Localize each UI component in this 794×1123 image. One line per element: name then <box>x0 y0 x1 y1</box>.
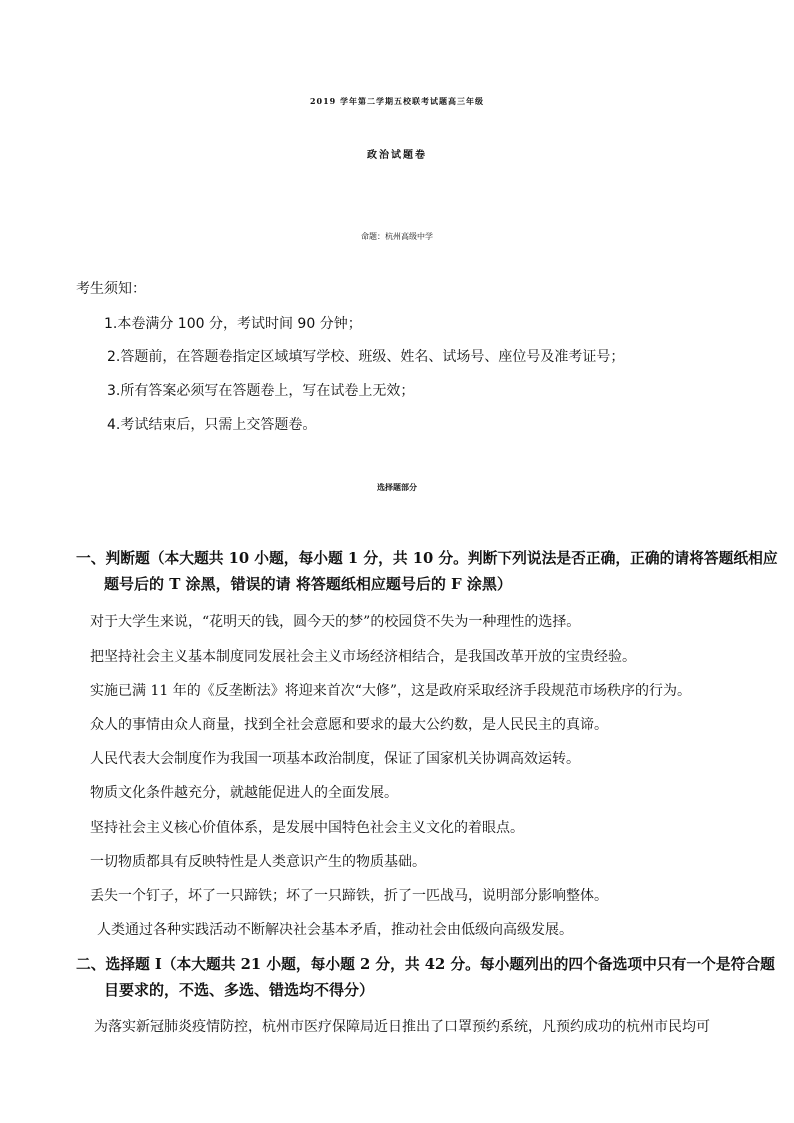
judgement-item-4: 众人的事情由众人商量，找到全社会意愿和要求的最大公约数，是人民民主的真谛。 <box>90 717 608 733</box>
section-title: 选择题部分 <box>377 482 417 492</box>
judgement-item-1: 对于大学生来说，“花明天的钱，圆今天的梦”的校园贷不失为一种理性的选择。 <box>90 614 581 630</box>
part2-heading-line2: 目要求的，不选、多选、错选均不得分） <box>104 981 375 999</box>
judgement-item-6: 物质文化条件越充分，就越能促进人的全面发展。 <box>90 785 398 801</box>
choice-question-1-text: 为落实新冠肺炎疫情防控，杭州市医疗保障局近日推出了口罩预约系统，凡预约成功的杭州市民均可 <box>94 1019 710 1035</box>
notice-heading: 考生须知： <box>76 281 146 297</box>
author-line: 命题：杭州高级中学 <box>361 232 433 241</box>
notice-item-2: 2.答题前，在答题卷指定区域填写学校、班级、姓名、试场号、座位号及准考证号； <box>107 349 625 365</box>
judgement-item-8: 一切物质都具有反映特性是人类意识产生的物质基础。 <box>90 854 426 870</box>
notice-item-3: 3.所有答案必须写在答题卷上，写在试卷上无效； <box>107 383 415 399</box>
judgement-item-10: 人类通过各种实践活动不断解决社会基本矛盾，推动社会由低级向高级发展。 <box>97 922 573 938</box>
part2-heading-line1: 二、选择题 I（本大题共 21 小题，每小题 2 分，共 42 分。每小题列出的四个备选项中只有一个是符合题 <box>76 956 775 973</box>
exam-title: 2019 学年第二学期五校联考试题高三年级 <box>309 96 485 106</box>
part1-heading-line1: 一、判断题（本大题共 10 小题，每小题 1 分，共 10 分。判断下列说法是否正确，正确的请将答题纸相应 <box>76 550 778 567</box>
judgement-item-7: 坚持社会主义核心价值体系，是发展中国特色社会主义文化的着眼点。 <box>90 820 524 836</box>
judgement-item-3: 实施已满 11 年的《反垄断法》将迎来首次“大修”，这是政府采取经济手段规范市场秩序的行为。 <box>90 683 692 699</box>
judgement-item-2: 把坚持社会主义基本制度同发展社会主义市场经济相结合，是我国改革开放的宝贵经验。 <box>90 649 636 665</box>
part1-heading-line2: 题号后的 T 涂黑，错误的请 将答题纸相应题号后的 F 涂黑） <box>104 575 512 593</box>
judgement-item-5: 人民代表大会制度作为我国一项基本政治制度，保证了国家机关协调高效运转。 <box>90 751 580 767</box>
notice-item-4: 4.考试结束后，只需上交答题卷。 <box>107 417 317 433</box>
subject-title: 政治试题卷 <box>367 150 427 161</box>
notice-item-1: 1.本卷满分 100 分，考试时间 90 分钟； <box>104 316 362 332</box>
judgement-item-9: 丢失一个钉子，坏了一只蹄铁；坏了一只蹄铁，折了一匹战马，说明部分影响整体。 <box>90 888 608 904</box>
